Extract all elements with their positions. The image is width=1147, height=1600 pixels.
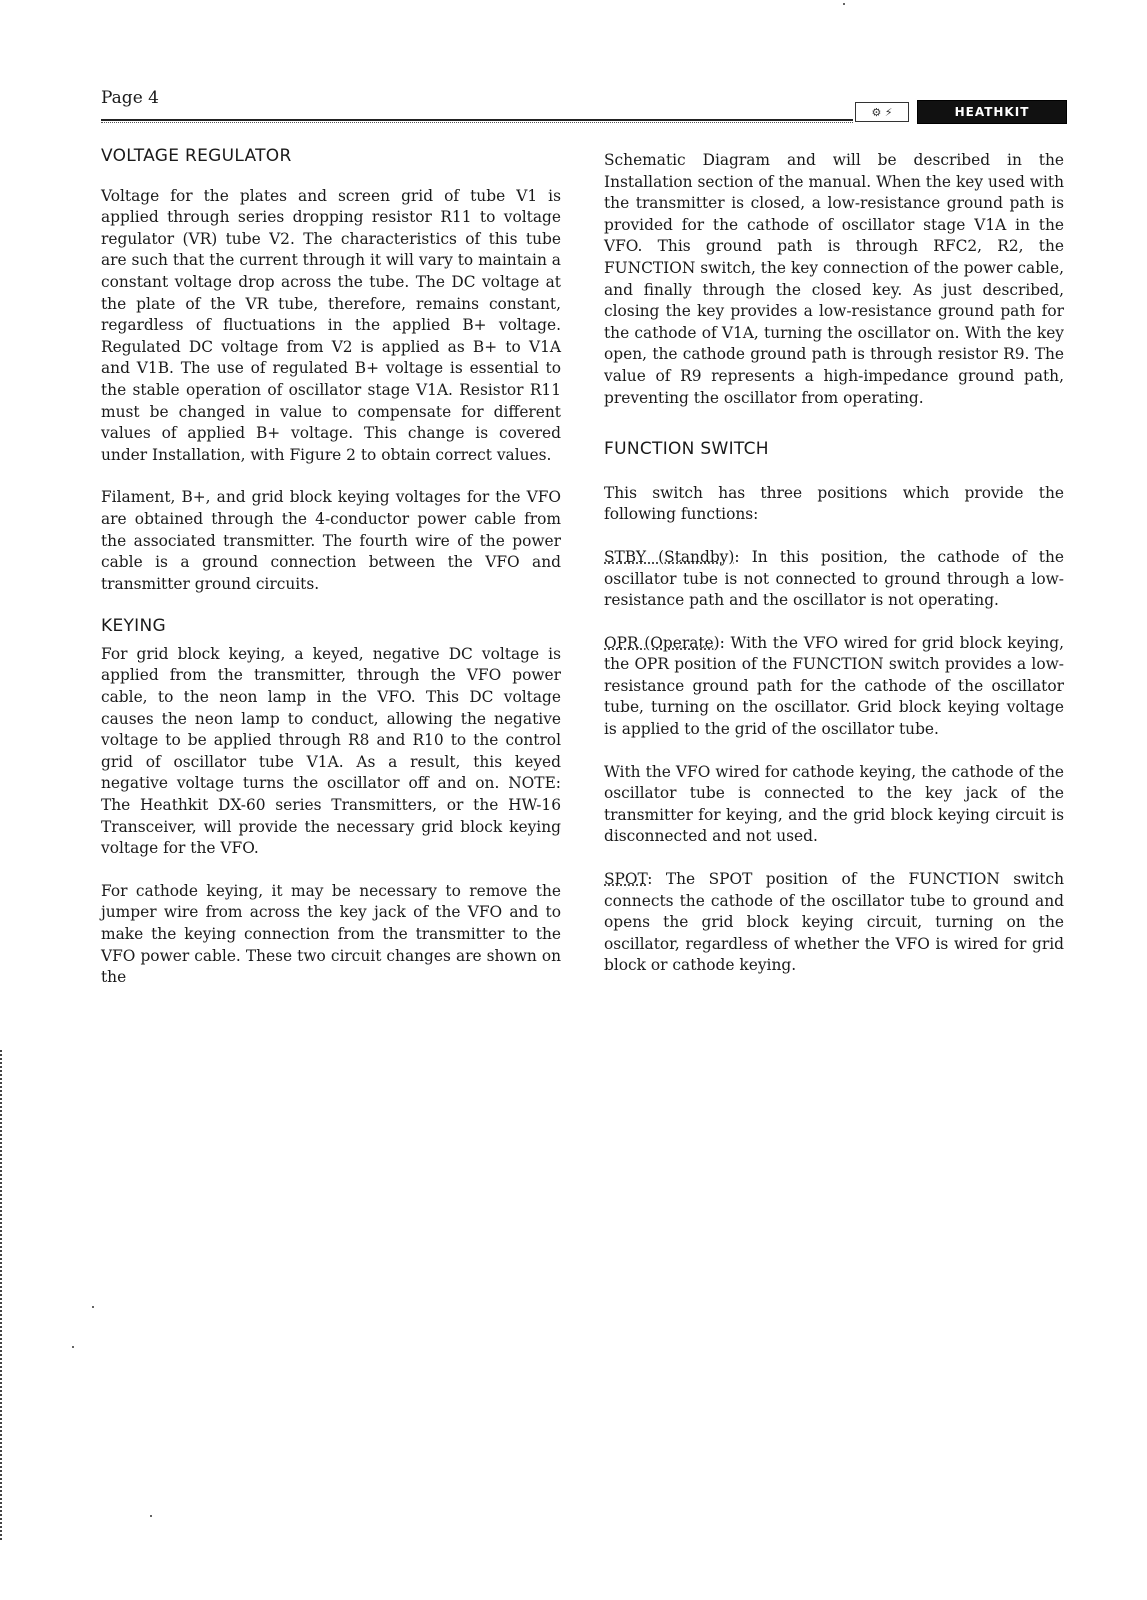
page-number: Page 4	[101, 88, 159, 108]
section-heading-keying: KEYING	[101, 616, 166, 637]
stby-label: STBY (Standby)	[604, 547, 735, 566]
paragraph: Filament, B+, and grid block keying voltages for the VFO are obtained through the 4-conductor power cable from the associated transmitter. The fourth wire of the power cable is a ground connection between the VFO and transmitter ground circuits.	[101, 488, 561, 593]
spot-label: SPOT	[604, 870, 648, 889]
paragraph: Voltage for the plates and screen grid of tube V1 is applied through series dropping resistor R11 to voltage regulator (VR) tube V2. The characteristics of this tube are such that the current through it will vary to maintain a constant voltage drop across the tube. The DC voltage at the plate of the VR tube, therefore, remains constant, regardless of fluctuations in the applied B+ voltage. Regulated DC voltage from V2 is applied as B+ to V1A and V1B. The use of regulated B+ voltage is essential to the stable operation of oscillator stage V1A. Resistor R11 must be changed in value to compensate for different values of applied B+ voltage. This change is covered under Installation, with Figure 2 to obtain correct values.	[101, 186, 561, 464]
paragraph: For cathode keying, it may be necessary to remove the jumper wire from across the key jack of the VFO and to make the keying connection from the transmitter to the VFO power cable. These two circuit changes are shown on the	[101, 881, 561, 987]
spot-paragraph	[604, 869, 1064, 977]
paragraph: Schematic Diagram and will be described in the Installation section of the manual. When the key used with the transmitter is closed, a low-resistance ground path is provided for the cathode of oscillator stage V1A in the VFO. This ground path is through RFC2, R2, the FUNCTION switch, the key connection of the power cable, and finally through the closed key. As just described, closing the key provides a low-resistance ground path for the cathode of V1A, turning the oscillator on. With the key open, the cathode ground path is through resistor R9. The value of R9 represents a high-impedance ground path, preventing the oscillator from operating.	[604, 151, 1064, 407]
section-heading-voltage-regulator: VOLTAGE REGULATOR	[101, 146, 292, 166]
left-column	[101, 146, 561, 989]
heathkit-logo	[855, 100, 1067, 124]
opr-text: : With the VFO wired for grid block keying, the OPR position of the FUNCTION switch provides a low-resistance ground path for the cathode of the oscillator tube, turning on the oscillator. Grid block keying voltage is applied to the grid of the oscillator tube.	[604, 633, 1064, 739]
opr-label: OPR (Operate)	[604, 633, 720, 652]
paragraph: For grid block keying, a keyed, negative DC voltage is applied from the transmitter, through the VFO power cable, to the neon lamp in the VFO. This DC voltage causes the neon lamp to conduct, allowing the negative voltage to be applied through R8 and R10 to the control grid of oscillator tube V1A. As a result, this keyed negative voltage turns the oscillator off and on. NOTE: The Heathkit DX-60 series Transmitters, or the HW-16 Transceiver, will provide the necessary grid block keying voltage for the VFO.	[101, 644, 561, 858]
paragraph: This switch has three positions which provide the following functions:	[604, 483, 1064, 524]
logo-emblem-icon: ⚙ ⚡	[855, 102, 909, 122]
opr-paragraph	[604, 633, 1064, 741]
right-column	[604, 150, 1064, 977]
paragraph: With the VFO wired for cathode keying, the cathode of the oscillator tube is connected to the key jack of the transmitter for keying, and the grid block keying circuit is disconnected and not used.	[604, 762, 1064, 846]
spot-text: : The SPOT position of the FUNCTION switch connects the cathode of the oscillator tube to ground and opens the grid block keying circuit, turning on the oscillator, regardless of whether the VFO is wired for grid block or cathode keying.	[604, 870, 1064, 975]
scan-speck	[72, 1346, 74, 1348]
scan-edge-dots	[0, 1050, 5, 1540]
scan-speck	[92, 1306, 94, 1308]
stby-paragraph	[604, 547, 1064, 612]
section-heading-function-switch: FUNCTION SWITCH	[604, 439, 769, 460]
scan-speck	[843, 3, 845, 5]
logo-wordmark: HEATHKIT	[917, 100, 1067, 124]
stby-text: : In this position, the cathode of the oscillator tube is not connected to ground through a low-resistance path and the oscillator is not operating.	[604, 547, 1065, 610]
scan-speck	[150, 1515, 152, 1517]
header-rule	[101, 119, 853, 121]
